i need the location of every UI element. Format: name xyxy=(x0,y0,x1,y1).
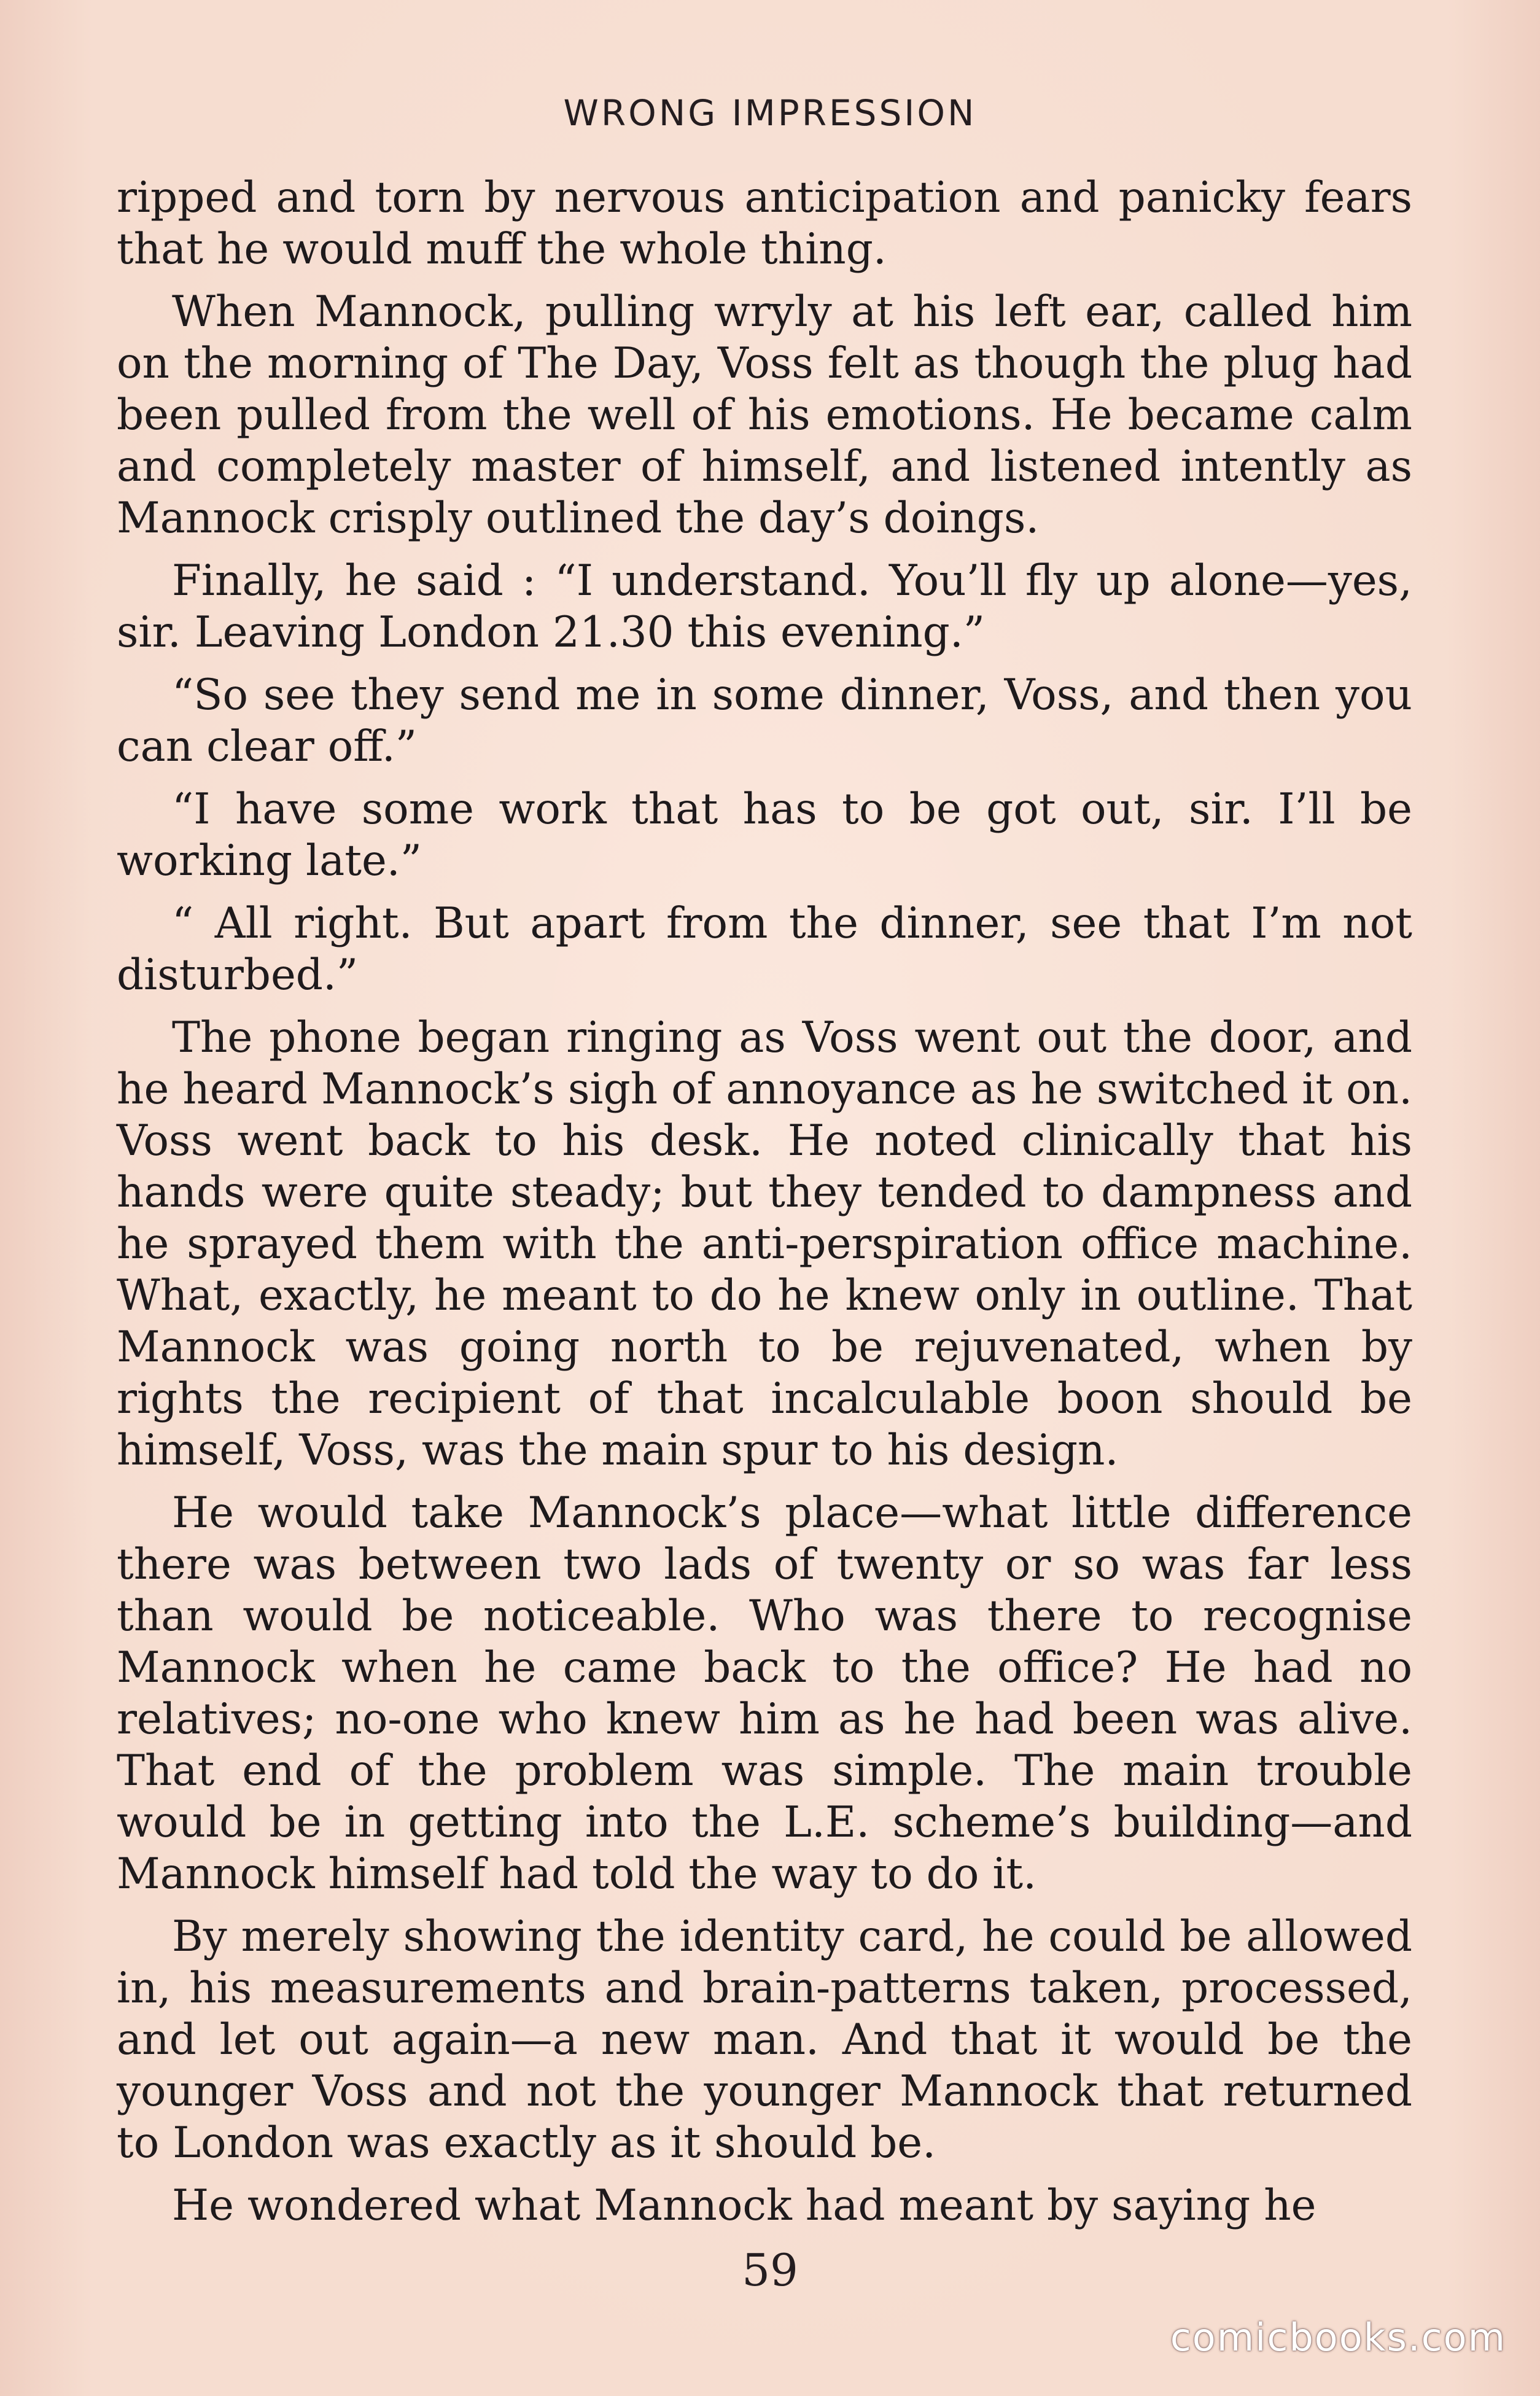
paragraph: ripped and torn by nervous anticipation and panicky fears that he would muff the whole thing. xyxy=(117,173,1412,274)
body-text xyxy=(117,172,1412,2242)
paragraph: The phone began ringing as Voss went out the door, and he heard Mannock’s sigh of annoyance as he switched it on. Voss went back to his desk. He noted clinically that his hands were quite steady; but they tended to dampness and he sprayed them with the anti-perspiration office machine. What, exactly, he meant to do he knew only in outline. That Mannock was going north to be rejuvenated, when by rights the recipient of that incalculable boon should be himself, Voss, was the main spur to his design. xyxy=(117,1013,1412,1475)
paragraph: By merely showing the identity card, he could be allowed in, his measurements and brain-patterns taken, processed, and let out again—a new man. And that it would be the younger Voss and not the younger Mannock that returned to London was exactly as it should be. xyxy=(117,1912,1412,2168)
paragraph: He wondered what Mannock had meant by saying he xyxy=(172,2181,1316,2230)
paragraph: “I have some work that has to be got out, sir. I’ll be working late.” xyxy=(117,785,1412,885)
paragraph: “ All right. But apart from the dinner, see that I’m not disturbed.” xyxy=(117,899,1412,1000)
running-head: WRONG IMPRESSION xyxy=(563,92,977,134)
paragraph: When Mannock, pulling wryly at his left ear, called him on the morning of The Day, Voss felt as though the plug had been pulled from the well of his emotions. He became calm and completely master of himself, and listened intently as Mannock crisply outlined the day’s doings. xyxy=(117,287,1412,543)
watermark: comicbooks.com xyxy=(1170,2315,1506,2360)
paragraph: “So see they send me in some dinner, Voss, and then you can clear off.” xyxy=(117,671,1412,771)
paragraph: Finally, he said : “I understand. You’ll fly up alone—yes, sir. Leaving London 21.30 this evening.” xyxy=(117,556,1412,657)
paragraph: He would take Mannock’s place—what little difference there was between two lads of twenty or so was far less than would be noticeable. Who was there to recognise Mannock when he came back to the office? He had no relatives; no-one who knew him as he had been was alive. That end of the problem was simple. The main trouble would be in getting into the L.E. scheme’s building—and Mannock himself had told the way to do it. xyxy=(117,1488,1412,1899)
page-number: 59 xyxy=(742,2244,798,2296)
